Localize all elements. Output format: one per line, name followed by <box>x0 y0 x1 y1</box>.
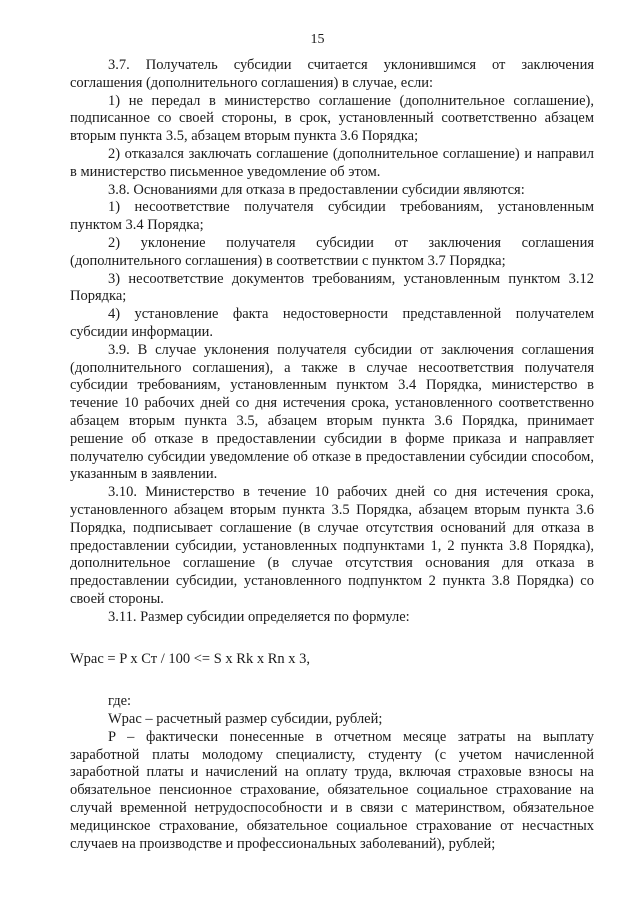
formula-where: где: <box>108 693 132 710</box>
paragraph-3-8-item-1: 1) несоответствие получателя субсидии требованиям, установленным пунктом 3.4 Порядка; <box>70 199 594 234</box>
page-number: 15 <box>310 32 325 47</box>
paragraph-3-11: 3.11. Размер субсидии определяется по формуле: <box>108 608 410 625</box>
paragraph-3-10: 3.10. Министерство в течение 10 рабочих дней со дня истечения срока, установленного абзацем вторым пункта 3.5 Порядка, абзацем вторым пункта 3.6 Порядка, подписывает соглашение (в случае отсутствия оснований для отказа в предоставлении субсидии, установленных подпунктами 1, 2 пункта 3.8 Порядка), дополнительное соглашение (в случае отсутствия основания для отказа в предоставлении субсидии, установленного подпунктом 2 пункта 3.8 Порядка) со своей стороны. <box>70 484 594 607</box>
paragraph-3-8-item-2: 2) уклонение получателя субсидии от заключения соглашения (дополнительного соглашения) в соответствии с пунктом 3.7 Порядка; <box>70 234 594 269</box>
paragraph-3-7: 3.7. Получатель субсидии считается уклонившимся от заключения соглашения (дополнительного соглашения) в случае, если: <box>70 57 594 91</box>
subsidy-formula: Wpac = P x Ст / 100 <= S x Rk x Rn x 3, <box>70 650 310 667</box>
paragraph-3-8-item-4: 4) установление факта недостоверности представленной получателем субсидии информации. <box>70 306 594 340</box>
paragraph-3-7-item-2: 2) отказался заключать соглашение (дополнительное соглашение) и направил в министерство письменное уведомление об этом. <box>70 145 594 180</box>
formula-definition-p: P – фактически понесенные в отчетном месяце затраты на выплату заработной платы молодому специалисту, студенту (с учетом начисленной заработной платы и начислений на оплату труда, включая страховые взносы на обязательное пенсионное страхование, обязательное социальное страхование на случай временной нетрудоспособности и в связи с материнством, обязательное медицинское страхование, обязательное социальное страхование от несчастных случаев на производстве и профессиональных заболеваний), рублей; <box>70 728 594 852</box>
document-body <box>70 57 594 853</box>
formula-definition-wpac: Wpac – расчетный размер субсидии, рублей; <box>108 711 383 728</box>
paragraph-3-8: 3.8. Основаниями для отказа в предоставлении субсидии являются: <box>108 181 525 198</box>
paragraph-3-7-item-1: 1) не передал в министерство соглашение (дополнительное соглашение), подписанное со своей стороны, в срок, установленный соответственно абзацем вторым пункта 3.5, абзацем вторым пункта 3.6 Порядка; <box>70 92 594 145</box>
paragraph-3-8-item-3: 3) несоответствие документов требованиям, установленным пунктом 3.12 Порядка; <box>70 270 594 305</box>
paragraph-3-9: 3.9. В случае уклонения получателя субсидии от заключения соглашения (дополнительного соглашения), а также в случае несоответствия получателя субсидии требованиям, установленным пунктом 3.4 Порядка, министерство в течение 10 рабочих дней со дня истечения срока, установленного соответственно абзацем вторым пункта 3.5, абзацем вторым пункта 3.6 Порядка, принимает решение об отказе в предоставлении субсидии в форме приказа и направляет получателю субсидии уведомление об отказе в предоставлении субсидии способом, указанным в заявлении. <box>70 341 594 483</box>
